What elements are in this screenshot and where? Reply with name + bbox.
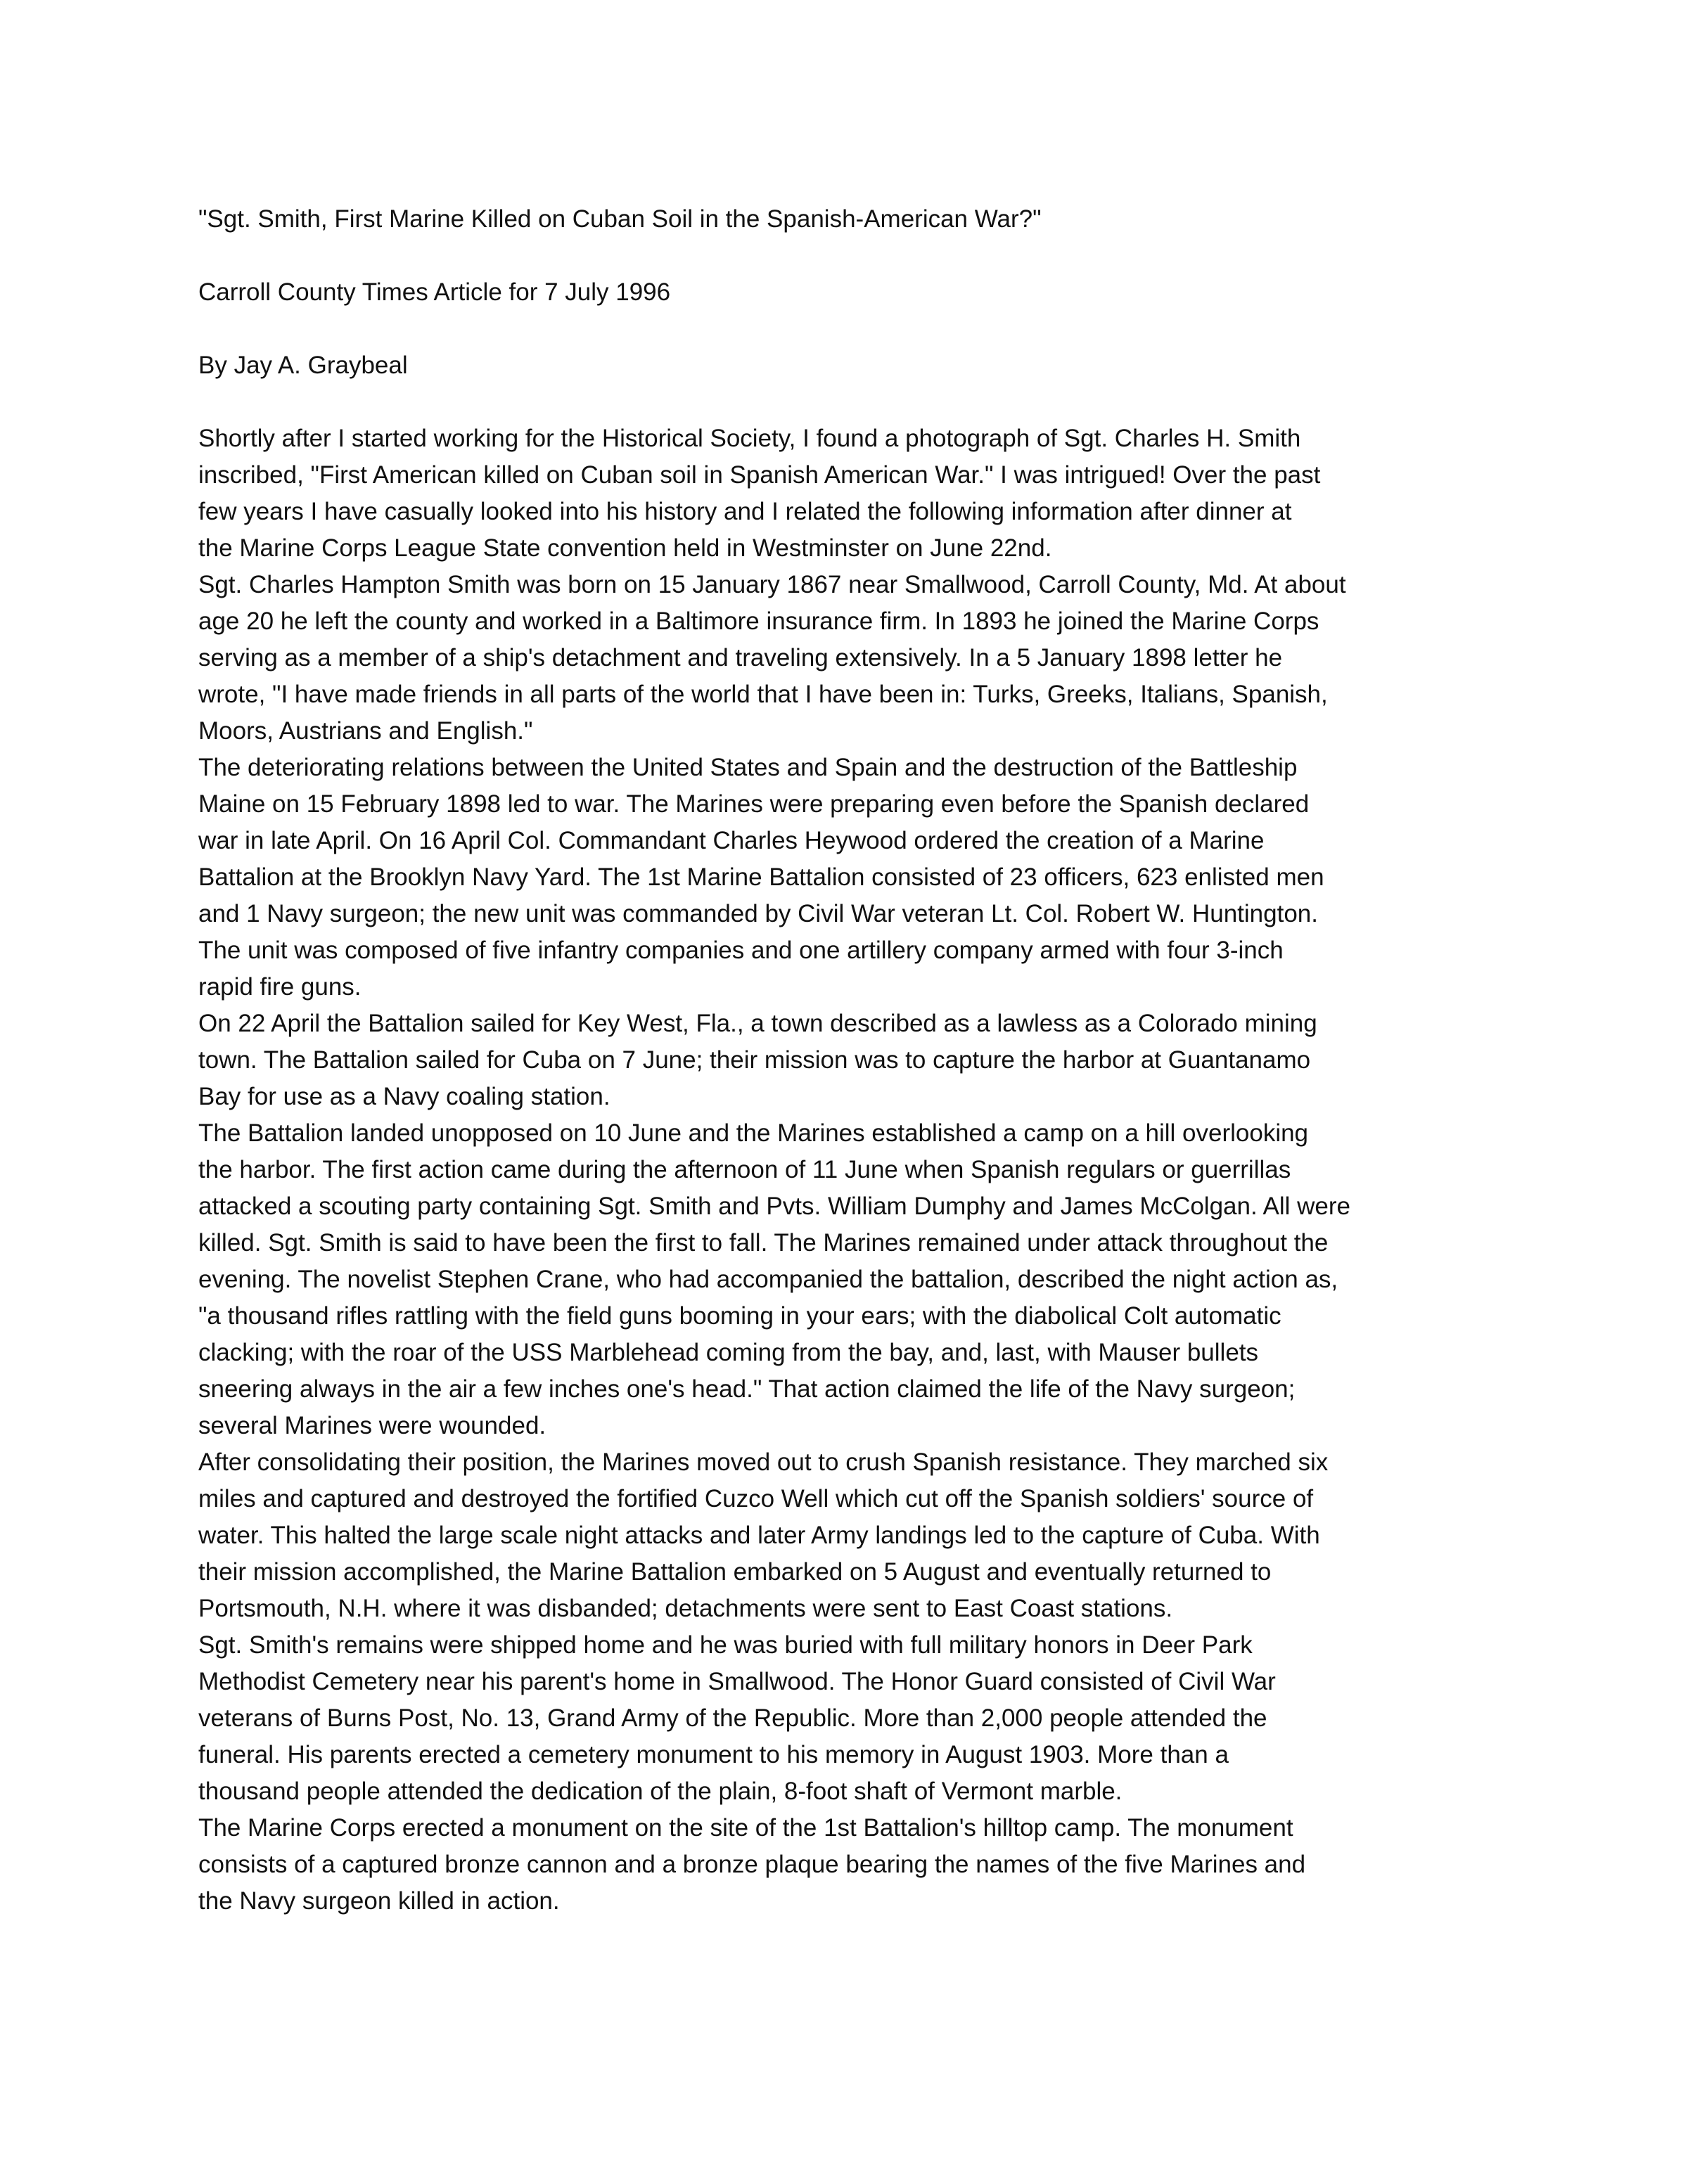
paragraph — [198, 750, 1507, 1006]
text-line: Methodist Cemetery near his parent's home in Smallwood. The Honor Guard consisted of Civil War — [198, 1668, 1276, 1695]
byline: By Jay A. Graybeal — [198, 352, 408, 379]
text-line: Sgt. Smith's remains were shipped home and he was buried with full military honors in Deer Park — [198, 1631, 1253, 1659]
text-line: consists of a captured bronze cannon and a bronze plaque bearing the names of the five Marines and — [198, 1851, 1306, 1878]
text-line: inscribed, "First American killed on Cuban soil in Spanish American War." I was intrigued! Over the past — [198, 461, 1321, 489]
text-line: Battalion at the Brooklyn Navy Yard. The 1st Marine Battalion consisted of 23 officers, 623 enlisted men — [198, 863, 1324, 891]
text-line: war in late April. On 16 April Col. Commandant Charles Heywood ordered the creation of a Marine — [198, 827, 1265, 854]
text-line: After consolidating their position, the Marines moved out to crush Spanish resistance. They marched six — [198, 1448, 1329, 1476]
article-title: "Sgt. Smith, First Marine Killed on Cuban Soil in the Spanish-American War?" — [198, 205, 1042, 233]
text-line: Sgt. Charles Hampton Smith was born on 15 January 1867 near Smallwood, Carroll County, Md. At about — [198, 571, 1346, 598]
text-line: wrote, "I have made friends in all parts of the world that I have been in: Turks, Greeks, Italians, Spanish, — [198, 681, 1328, 708]
paragraph — [198, 1115, 1507, 1444]
paragraph — [198, 1810, 1507, 1920]
text-line: the Marine Corps League State convention held in Westminster on June 22nd. — [198, 534, 1052, 562]
text-line: The unit was composed of five infantry companies and one artillery company armed with four 3-inch — [198, 937, 1284, 964]
text-line: water. This halted the large scale night attacks and later Army landings led to the capture of Cuba. With — [198, 1522, 1320, 1549]
text-line: sneering always in the air a few inches one's head." That action claimed the life of the Navy surgeon; — [198, 1375, 1296, 1403]
text-line: several Marines were wounded. — [198, 1412, 546, 1439]
text-line: Shortly after I started working for the Historical Society, I found a photograph of Sgt. Charles H. Smith — [198, 425, 1301, 452]
paragraph — [198, 1444, 1507, 1627]
text-line: killed. Sgt. Smith is said to have been the first to fall. The Marines remained under attack throughout the — [198, 1229, 1329, 1257]
text-line: "a thousand rifles rattling with the field guns booming in your ears; with the diabolical Colt automatic — [198, 1302, 1281, 1330]
article-subtitle: Carroll County Times Article for 7 July 1996 — [198, 278, 671, 306]
paragraph — [198, 567, 1507, 750]
text-line: the harbor. The first action came during the afternoon of 11 June when Spanish regulars or guerrillas — [198, 1156, 1291, 1183]
text-line: evening. The novelist Stephen Crane, who had accompanied the battalion, described the night action as, — [198, 1266, 1338, 1293]
document — [198, 201, 1507, 1920]
text-line: The Battalion landed unopposed on 10 June and the Marines established a camp on a hill overlooking — [198, 1119, 1309, 1147]
text-line: age 20 he left the county and worked in a Baltimore insurance firm. In 1893 he joined the Marine Corps — [198, 608, 1319, 635]
text-line: miles and captured and destroyed the fortified Cuzco Well which cut off the Spanish soldiers' source of — [198, 1485, 1314, 1512]
text-line: attacked a scouting party containing Sgt. Smith and Pvts. William Dumphy and James McColgan. All were — [198, 1193, 1350, 1220]
text-line: and 1 Navy surgeon; the new unit was commanded by Civil War veteran Lt. Col. Robert W. Huntington. — [198, 900, 1318, 927]
text-line: veterans of Burns Post, No. 13, Grand Army of the Republic. More than 2,000 people attended the — [198, 1704, 1267, 1732]
text-line: On 22 April the Battalion sailed for Key West, Fla., a town described as a lawless as a Colorado mining — [198, 1010, 1317, 1037]
text-line: funeral. His parents erected a cemetery monument to his memory in August 1903. More than a — [198, 1741, 1229, 1768]
text-line: rapid fire guns. — [198, 973, 362, 1001]
text-line: clacking; with the roar of the USS Marblehead coming from the bay, and, last, with Mauser bullets — [198, 1339, 1259, 1366]
text-line: few years I have casually looked into his history and I related the following information after dinner at — [198, 498, 1292, 525]
text-line: thousand people attended the dedication of the plain, 8-foot shaft of Vermont marble. — [198, 1778, 1123, 1805]
text-line: Bay for use as a Navy coaling station. — [198, 1083, 610, 1110]
text-line: serving as a member of a ship's detachment and traveling extensively. In a 5 January 1898 letter he — [198, 644, 1283, 672]
text-line: their mission accomplished, the Marine Battalion embarked on 5 August and eventually returned to — [198, 1558, 1272, 1586]
text-line: Moors, Austrians and English." — [198, 717, 533, 745]
text-line: Maine on 15 February 1898 led to war. The Marines were preparing even before the Spanish declared — [198, 790, 1310, 818]
text-line: The Marine Corps erected a monument on the site of the 1st Battalion's hilltop camp. The monument — [198, 1814, 1293, 1842]
paragraph — [198, 1006, 1507, 1115]
paragraph — [198, 1627, 1507, 1810]
paragraph — [198, 420, 1507, 567]
text-line: The deteriorating relations between the United States and Spain and the destruction of the Battleship — [198, 754, 1298, 781]
text-line: town. The Battalion sailed for Cuba on 7 June; their mission was to capture the harbor at Guantanamo — [198, 1046, 1311, 1074]
text-line: the Navy surgeon killed in action. — [198, 1887, 560, 1915]
article-body — [198, 420, 1507, 1920]
text-line: Portsmouth, N.H. where it was disbanded; detachments were sent to East Coast stations. — [198, 1595, 1173, 1622]
